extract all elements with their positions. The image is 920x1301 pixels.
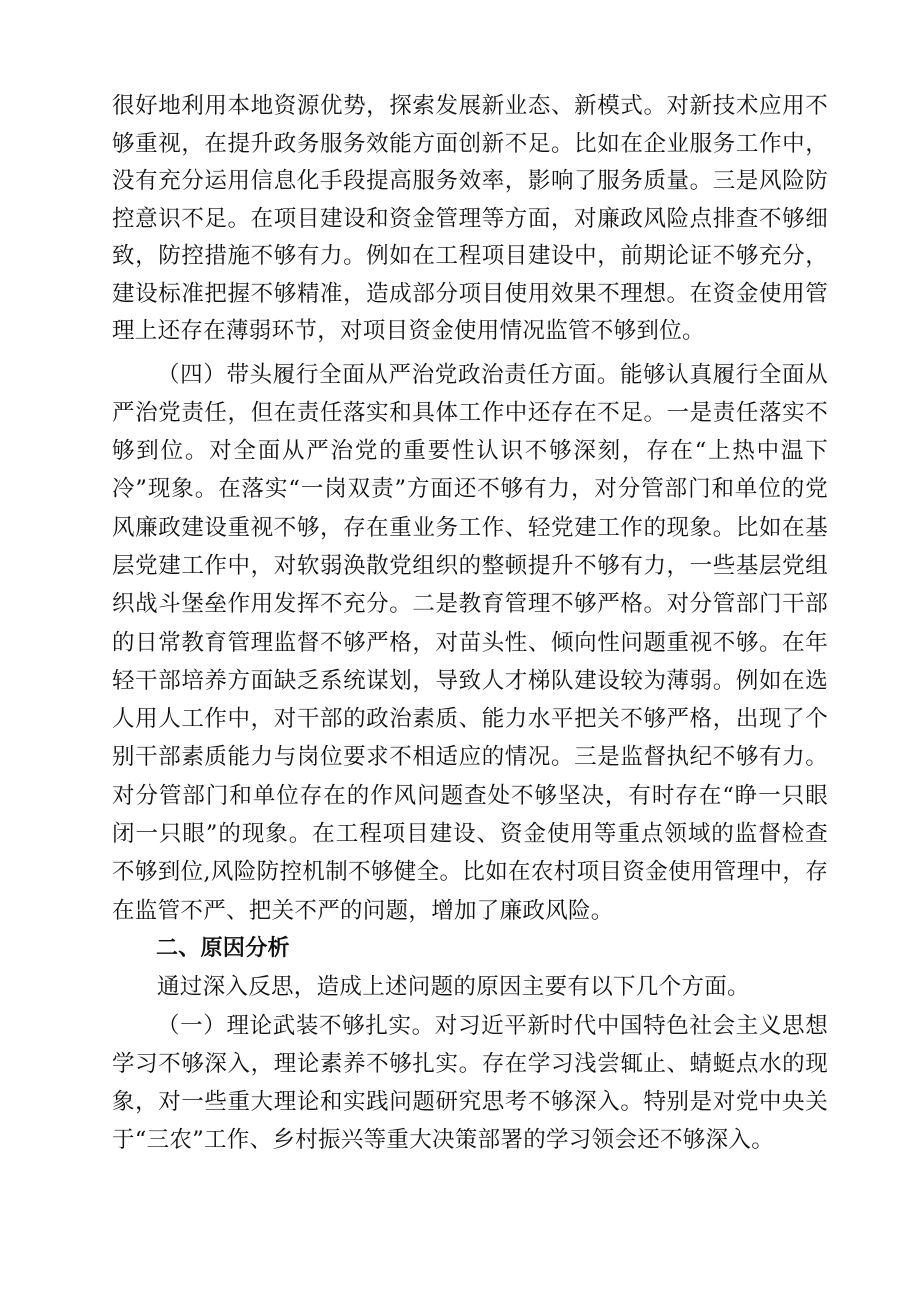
paragraph-cause-intro: 通过深入反思，造成上述问题的原因主要有以下几个方面。 — [157, 974, 750, 1001]
paragraph-theory-study: （一）理论武装不够扎实。对习近平新时代中国特色社会主义思想学习不够深入，理论素养不够扎实。存在学习浅尝辄止、蜻蜓点水的现象，对一些重大理论和实践问题研究思考不够深入。特别是对党中央关于“三农”工作、乡村振兴等重大决策部署的学习领会还不够深入。 — [112, 1012, 828, 1154]
document-body — [112, 88, 828, 1160]
paragraph-risk-control: 很好地利用本地资源优势，探索发展新业态、新模式。对新技术应用不够重视，在提升政务服务效能方面创新不足。比如在企业服务工作中，没有充分运用信息化手段提高服务效率，影响了服务质量。三是风险防控意识不足。在项目建设和资金管理等方面，对廉政风险点排查不够细致，防控措施不够有力。例如在工程项目建设中，前期论证不够充分，建设标准把握不够精准，造成部分项目使用效果不理想。在资金使用管理上还存在薄弱环节，对项目资金使用情况监管不够到位。 — [112, 93, 828, 344]
section-heading-cause-analysis: 二、原因分析 — [156, 935, 290, 961]
paragraph-party-responsibility: （四）带头履行全面从严治党政治责任方面。能够认真履行全面从严治党责任，但在责任落实和具体工作中还存在不足。一是责任落实不够到位。对全面从严治党的重要性认识不够深刻，存在“上热中温下冷”现象。在落实“一岗双责”方面还不够有力，对分管部门和单位的党风廉政建设重视不够，存在重业务工作、轻党建工作的现象。比如在基层党建工作中，对软弱涣散党组织的整顿提升不够有力，一些基层党组织战斗堡垒作用发挥不充分。二是教育管理不够严格。对分管部门干部的日常教育管理监督不够严格，对苗头性、倾向性问题重视不够。在年轻干部培养方面缺乏系统谋划，导致人才梯队建设较为薄弱。例如在选人用人工作中，对干部的政治素质、能力水平把关不够严格，出现了个别干部素质能力与岗位要求不相适应的情况。三是监督执纪不够有力。对分管部门和单位存在的作风问题查处不够坚决，有时存在“睁一只眼闭一只眼”的现象。在工程项目建设、资金使用等重点领域的监督检查不够到位,风险防控机制不够健全。比如在农村项目资金使用管理中，存在监管不严、把关不严的问题，增加了廉政风险。 — [112, 361, 828, 924]
